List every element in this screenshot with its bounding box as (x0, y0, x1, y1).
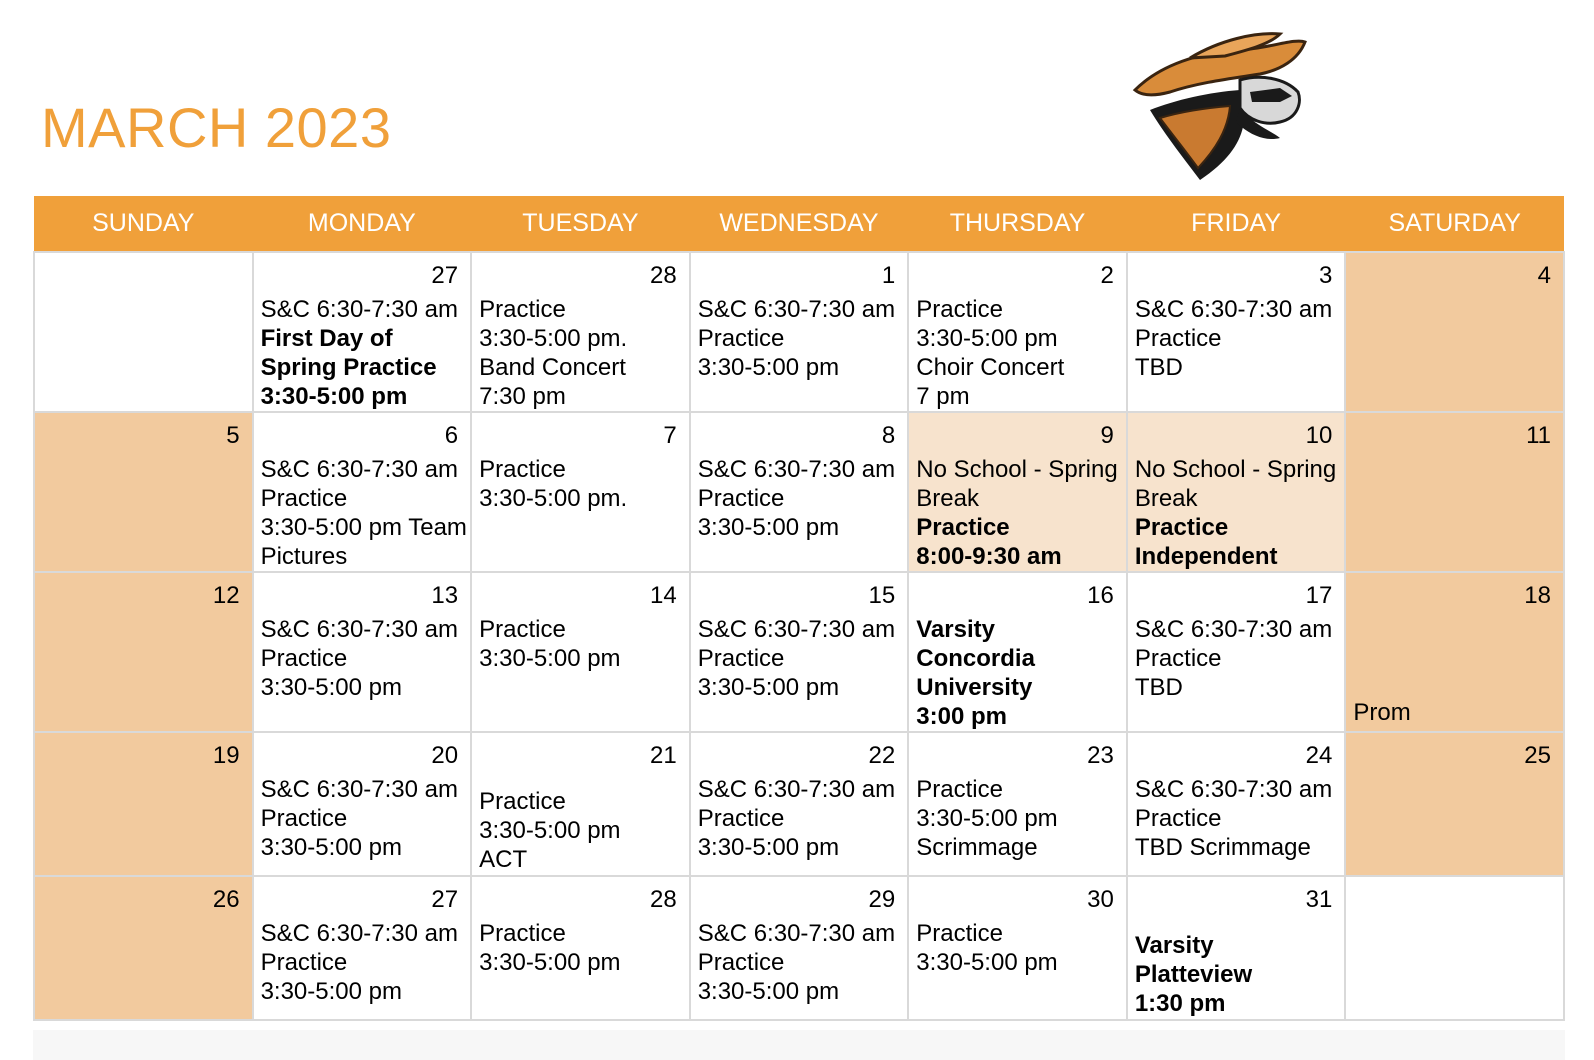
event-line: Practice (916, 776, 1003, 803)
event-list (472, 291, 689, 411)
day-cell (34, 572, 253, 732)
day-number: 4 (1537, 262, 1551, 289)
day-cell (908, 572, 1127, 732)
day-number: 26 (212, 886, 240, 913)
event-line: Break (916, 485, 979, 512)
event-list (1128, 451, 1345, 571)
event-line: Practice (1134, 805, 1222, 832)
day-number: 27 (431, 262, 459, 289)
event-line: 3:30-5:00 pm (260, 383, 408, 410)
event-line: Practice (697, 325, 785, 352)
day-number: 9 (1100, 422, 1114, 449)
day-number: 5 (226, 422, 240, 449)
page-title: MARCH 2023 (41, 96, 392, 159)
day-cell (690, 412, 909, 572)
event-line: S&C 6:30-7:30 am (697, 456, 896, 483)
event-line: Practice (479, 920, 566, 947)
event-line: S&C 6:30-7:30 am (260, 776, 458, 803)
event-line: 3:30-5:00 pm (479, 949, 621, 976)
event-line: S&C 6:30-7:30 am (697, 776, 896, 803)
event-list (35, 771, 252, 775)
event-line: 3:00 pm (916, 703, 1007, 730)
event-line: Practice (260, 485, 348, 512)
day-cell (690, 876, 909, 1020)
event-line: 3:30-5:00 pm (260, 978, 402, 1005)
event-line: Concordia (916, 645, 1035, 672)
event-line: Practice (916, 296, 1003, 323)
day-cell (908, 732, 1127, 876)
event-list (254, 771, 471, 862)
day-number: 1 (881, 262, 896, 289)
event-line: TBD Scrimmage (1134, 834, 1311, 861)
event-list (691, 915, 908, 1006)
day-number: 19 (212, 742, 240, 769)
day-number: 18 (1524, 582, 1551, 609)
event-line: 3:30-5:00 pm (916, 949, 1058, 976)
day-cell (908, 252, 1127, 412)
event-list (35, 915, 252, 919)
event-line: S&C 6:30-7:30 am (1134, 616, 1333, 643)
day-cell (690, 732, 909, 876)
event-list (35, 291, 252, 295)
day-cell (471, 876, 690, 1020)
event-line: Practice (260, 645, 348, 672)
day-number: 8 (881, 422, 896, 449)
event-line: S&C 6:30-7:30 am (1134, 776, 1333, 803)
event-list (472, 771, 689, 874)
event-line: TBD (1134, 354, 1183, 381)
weekday-header-row (34, 196, 1564, 252)
day-number (35, 253, 252, 291)
day-number: 31 (1305, 886, 1333, 913)
day-cell (253, 412, 472, 572)
event-line: 3:30-5:00 pm (697, 514, 840, 541)
event-line: S&C 6:30-7:30 am (260, 920, 458, 947)
event-line: Break (1134, 485, 1198, 512)
day-cell (471, 732, 690, 876)
day-number: 14 (649, 582, 677, 609)
day-number: 20 (431, 742, 459, 769)
event-line: Spring Practice (260, 354, 437, 381)
event-list (472, 915, 689, 977)
header-wednesday: WEDNESDAY (690, 196, 909, 252)
day-cell (1345, 252, 1564, 412)
day-number: 13 (431, 582, 459, 609)
day-number: 21 (649, 742, 677, 769)
event-line: TBD (1134, 674, 1183, 701)
day-number: 16 (1087, 582, 1114, 609)
event-list (1128, 611, 1345, 702)
event-line: 3:30-5:00 pm (479, 817, 621, 844)
event-line: Band Concert (479, 354, 626, 381)
day-cell (471, 572, 690, 732)
event-line: ACT (479, 846, 528, 873)
day-number: 25 (1524, 742, 1551, 769)
day-number: 28 (649, 886, 677, 913)
event-line: S&C 6:30-7:30 am (697, 616, 896, 643)
event-line: Practice (697, 645, 785, 672)
day-cell (34, 252, 253, 412)
event-line: No School - Spring (1134, 456, 1337, 483)
day-cell (690, 572, 909, 732)
day-cell (253, 732, 472, 876)
event-list (254, 611, 471, 702)
event-line: 1:30 pm (1134, 990, 1226, 1017)
day-cell (1345, 572, 1564, 732)
event-note: Prom (1353, 699, 1411, 726)
day-cell (253, 252, 472, 412)
event-list (1346, 771, 1563, 775)
event-line: Practice (479, 296, 566, 323)
event-line: 7 pm (916, 383, 970, 410)
day-number: 15 (868, 582, 896, 609)
week-row (34, 412, 1564, 572)
event-line: Practice (697, 485, 785, 512)
calendar-grid (33, 196, 1565, 1021)
event-line: 3:30-5:00 pm (916, 805, 1058, 832)
event-line: Pictures (260, 543, 348, 570)
event-list (691, 611, 908, 702)
day-cell (1127, 732, 1346, 876)
day-number: 22 (868, 742, 896, 769)
day-cell (34, 732, 253, 876)
day-cell (253, 876, 472, 1020)
event-line: Practice (479, 788, 566, 815)
header-thursday: THURSDAY (908, 196, 1127, 252)
event-list (691, 291, 908, 382)
day-number: 24 (1305, 742, 1333, 769)
event-line: University (916, 674, 1033, 701)
day-number: 7 (663, 422, 677, 449)
week-row (34, 572, 1564, 732)
event-line: Practice (1134, 514, 1229, 541)
day-cell (690, 252, 909, 412)
day-number: 29 (868, 886, 896, 913)
event-list (909, 771, 1126, 862)
mascot-logo-icon (1130, 30, 1310, 185)
event-line: 3:30-5:00 pm (697, 834, 840, 861)
day-cell (1127, 572, 1346, 732)
header-tuesday: TUESDAY (471, 196, 690, 252)
day-number: 27 (431, 886, 459, 913)
event-line: No School - Spring (916, 456, 1118, 483)
day-cell (471, 412, 690, 572)
event-line: Practice (697, 805, 785, 832)
event-line: Practice (260, 949, 348, 976)
event-line: 3:30-5:00 pm (260, 834, 402, 861)
event-list (254, 451, 471, 571)
day-cell (1345, 732, 1564, 876)
day-number: 30 (1087, 886, 1114, 913)
event-line: 3:30-5:00 pm. (479, 485, 628, 512)
day-number: 17 (1305, 582, 1333, 609)
day-cell (34, 876, 253, 1020)
event-line: Practice (1134, 325, 1222, 352)
day-cell (253, 572, 472, 732)
event-list (909, 611, 1126, 731)
event-line: S&C 6:30-7:30 am (1134, 296, 1333, 323)
day-number (1346, 877, 1563, 915)
event-line: 7:30 pm (479, 383, 566, 410)
week-row (34, 876, 1564, 1020)
day-cell (1127, 412, 1346, 572)
event-line: S&C 6:30-7:30 am (697, 920, 896, 947)
header-friday: FRIDAY (1127, 196, 1346, 252)
event-list (1128, 915, 1345, 1018)
event-list (1346, 291, 1563, 295)
event-list (1346, 915, 1563, 919)
event-line: Platteview (1134, 961, 1253, 988)
day-number: 10 (1305, 422, 1333, 449)
event-line: Independent (1134, 543, 1278, 570)
day-number: 2 (1100, 262, 1114, 289)
event-line: Varsity (916, 616, 995, 643)
event-line: 3:30-5:00 pm (260, 674, 402, 701)
day-cell (1345, 876, 1564, 1020)
event-line: 3:30-5:00 pm (697, 354, 840, 381)
day-number: 23 (1087, 742, 1114, 769)
event-line: Practice (916, 920, 1003, 947)
event-line: Practice (479, 456, 566, 483)
event-line: Practice (697, 949, 785, 976)
event-line: 3:30-5:00 pm (697, 674, 840, 701)
day-number: 12 (212, 582, 240, 609)
event-line: 3:30-5:00 pm (479, 645, 621, 672)
event-list (35, 451, 252, 455)
event-list (909, 451, 1126, 571)
event-line: Choir Concert (916, 354, 1065, 381)
day-cell (908, 412, 1127, 572)
day-cell (1127, 252, 1346, 412)
day-cell (1127, 876, 1346, 1020)
event-list (472, 451, 689, 513)
header-saturday: SATURDAY (1345, 196, 1564, 252)
event-line: Varsity (1134, 932, 1214, 959)
event-line: First Day of (260, 325, 393, 352)
event-line: Practice (916, 514, 1010, 541)
week-row (34, 252, 1564, 412)
event-list (691, 451, 908, 542)
event-list (1346, 611, 1563, 615)
event-list (254, 291, 471, 411)
header-monday: MONDAY (253, 196, 472, 252)
day-number: 11 (1526, 422, 1551, 449)
event-list (472, 611, 689, 673)
event-line: S&C 6:30-7:30 am (260, 296, 458, 323)
week-row (34, 732, 1564, 876)
event-line: S&C 6:30-7:30 am (260, 456, 458, 483)
event-list (1346, 451, 1563, 455)
day-cell (34, 412, 253, 572)
event-line: Practice (1134, 645, 1222, 672)
event-list (35, 611, 252, 615)
event-list (909, 291, 1126, 411)
day-number: 6 (444, 422, 459, 449)
day-cell (908, 876, 1127, 1020)
event-line: S&C 6:30-7:30 am (260, 616, 458, 643)
event-line: 3:30-5:00 pm. (479, 325, 628, 352)
event-line: 3:30-5:00 pm Team (260, 514, 467, 541)
event-line: S&C 6:30-7:30 am (697, 296, 896, 323)
event-line: 3:30-5:00 pm (916, 325, 1058, 352)
event-list (254, 915, 471, 1006)
event-line: 8:00-9:30 am (916, 543, 1062, 570)
event-line: Practice (479, 616, 566, 643)
footer-band (33, 1030, 1565, 1060)
day-number: 3 (1319, 262, 1333, 289)
event-line: Practice (260, 805, 348, 832)
event-line: Scrimmage (916, 834, 1038, 861)
day-number: 28 (649, 262, 677, 289)
event-list (1128, 291, 1345, 382)
event-list (909, 915, 1126, 977)
event-list (1128, 771, 1345, 862)
day-cell (471, 252, 690, 412)
day-cell (1345, 412, 1564, 572)
event-list (691, 771, 908, 862)
event-line: 3:30-5:00 pm (697, 978, 840, 1005)
header-sunday: SUNDAY (34, 196, 253, 252)
